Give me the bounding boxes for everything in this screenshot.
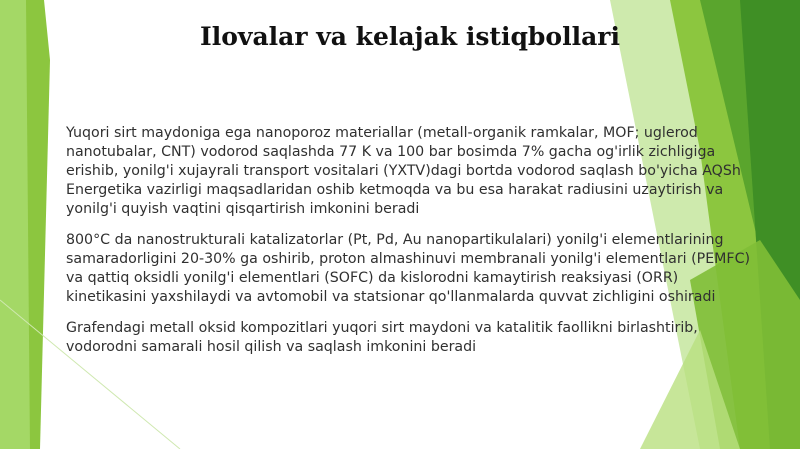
slide-title: Ilovalar va kelajak istiqbollari — [200, 22, 620, 51]
left-green-facet-light — [0, 0, 30, 449]
body-paragraph-1: Yuqori sirt maydoniga ega nanoporoz materiallar (metall-organik ramkalar, MOF; uglerod nanotubalar, CNT) vodorod saqlashda 77 K va 100 bar bosimda 7% gacha og'irlik zichligiga erishib, yonilg'i xujayrali transport vositalari (YXTV)dagi bortda vodorod saqlash bo'yicha AQSh Energetika vazirligi maqsadlaridan oshib ketmoqda va bu esa harakat radiusini uzaytirish va yonilg'i quyish vaqtini qisqartirish imkonini beradi — [66, 125, 741, 217]
body-paragraph-3: Grafendagi metall oksid kompozitlari yuqori sirt maydoni va katalitik faollikni birlashtirib, vodorodni samarali hosil qilish va saqlash imkonini beradi — [66, 320, 698, 355]
body-paragraph-2: 800°C da nanostrukturali katalizatorlar (Pt, Pd, Au nanopartikulalari) yonilg'i elementlarining samaradorligini 20-30% ga oshirib, proton almashinuvi membranali yonilg'i elementlari (PEMFC) va qattiq oksidli yonilg'i elementlari (SOFC) da kislorodni kamaytirish reaksiyasi (ORR) kinetikasini yaxshilaydi va avtomobil va statsionar qo'llanmalarda quvvat zichligini oshiradi — [66, 232, 751, 305]
slide-body — [66, 124, 756, 369]
